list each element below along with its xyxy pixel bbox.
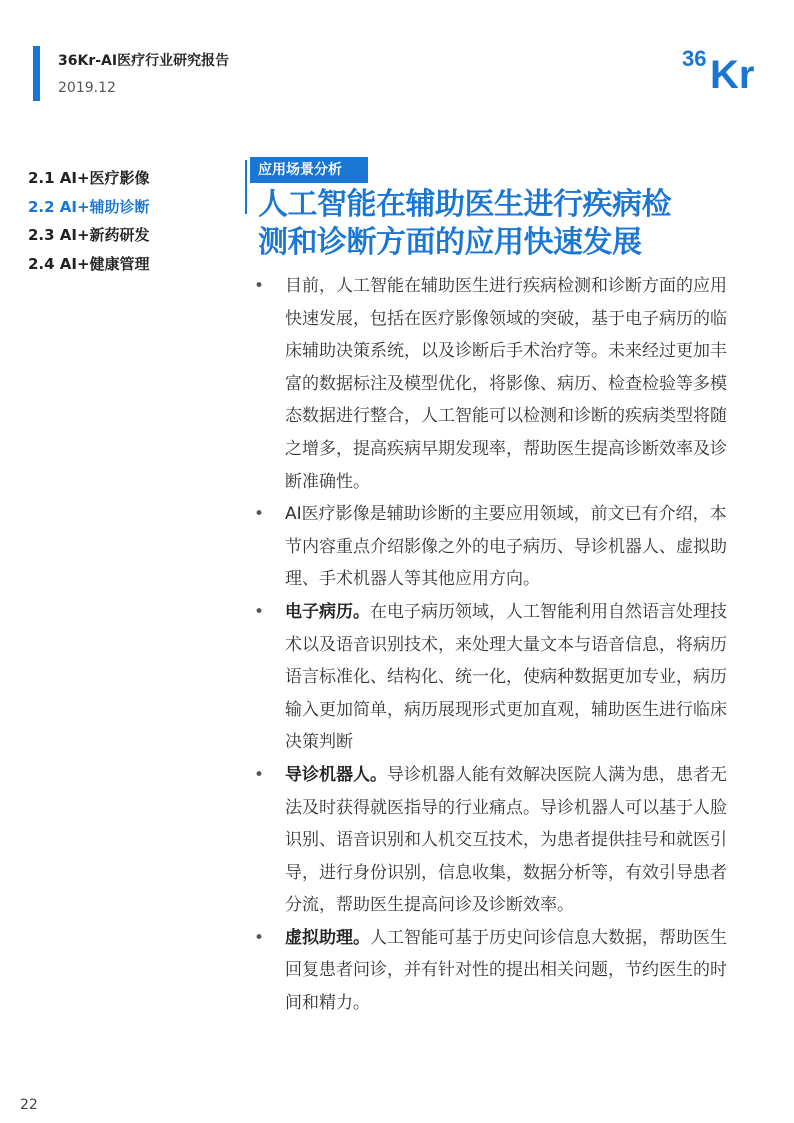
bullet-lead: 导诊机器人。 (285, 764, 387, 785)
bullet-imaging-note (252, 498, 732, 596)
bullet-text: 在电子病历领域，人工智能利用自然语言处理技术以及语音识别技术，来处理大量文本与语音信息，将病历语言标准化、结构化、统一化，使病种数据更加专业，病历输入更加简单，病历展现形式更加直观，辅助医生进行临床决策判断 (285, 601, 727, 753)
page-headline (258, 186, 758, 262)
bullet-lead: 电子病历。 (285, 601, 370, 622)
svg-text:Kr: Kr (710, 53, 755, 92)
bullet-text: 目前，人工智能在辅助医生进行疾病检测和诊断方面的应用快速发展，包括在医疗影像领域的突破，基于电子病历的临床辅助决策系统，以及诊断后手术治疗等。未来经过更加丰富的数据标注及模型优化，将影像、病历、检查检验等多模态数据进行整合，人工智能可以检测和诊断的疾病类型将随之增多，提高疾病早期发现率，帮助医生提高诊断效率及诊断准确性。 (285, 276, 727, 492)
bullet-text: 人工智能可基于历史问诊信息大数据，帮助医生回复患者问诊，并有针对性的提出相关问题，节约医生的时间和精力。 (285, 927, 727, 1014)
header-accent-bar (33, 46, 40, 101)
section-tag-line (245, 160, 247, 214)
headline-line-1: 人工智能在辅助医生进行疾病检 (258, 187, 671, 222)
36kr-logo (680, 40, 770, 92)
section-tag: 应用场景分析 (250, 157, 368, 183)
headline-line-2: 测和诊断方面的应用快速发展 (258, 225, 642, 260)
bullet-text: 导诊机器人能有效解决医院人满为患，患者无法及时获得就医指导的行业痛点。导诊机器人可以基于人脸识别、语音识别和人机交互技术，为患者提供挂号和就医引导，进行身份识别，信息收集，数据分析等，有效引导患者分流，帮助医生提高问诊及诊断效率。 (285, 764, 727, 916)
nav-item-ai-medical-imaging[interactable]: 2.1 AI+医疗影像 (28, 169, 150, 187)
bullet-guide-robot (252, 759, 732, 922)
bullet-overview (252, 270, 732, 498)
svg-text:36: 36 (682, 46, 707, 71)
section-nav (28, 164, 150, 278)
bullet-text: AI医疗影像是辅助诊断的主要应用领域，前文已有介绍，本节内容重点介绍影像之外的电子病历、导诊机器人、虚拟助理、手术机器人等其他应用方向。 (285, 504, 727, 590)
report-title: 36Kr-AI医疗行业研究报告 (58, 53, 230, 69)
page-number: 22 (20, 1097, 38, 1113)
bullet-virtual-assistant (252, 922, 732, 1020)
nav-item-ai-assisted-diagnosis[interactable]: 2.2 AI+辅助诊断 (28, 197, 150, 216)
bullet-lead: 虚拟助理。 (285, 927, 370, 948)
nav-item-ai-drug-discovery[interactable]: 2.3 AI+新药研发 (28, 226, 150, 244)
content-bullets (252, 270, 732, 1020)
bullet-emr (252, 596, 732, 759)
report-date: 2019.12 (58, 80, 116, 96)
nav-item-ai-health-management[interactable]: 2.4 AI+健康管理 (28, 254, 150, 273)
